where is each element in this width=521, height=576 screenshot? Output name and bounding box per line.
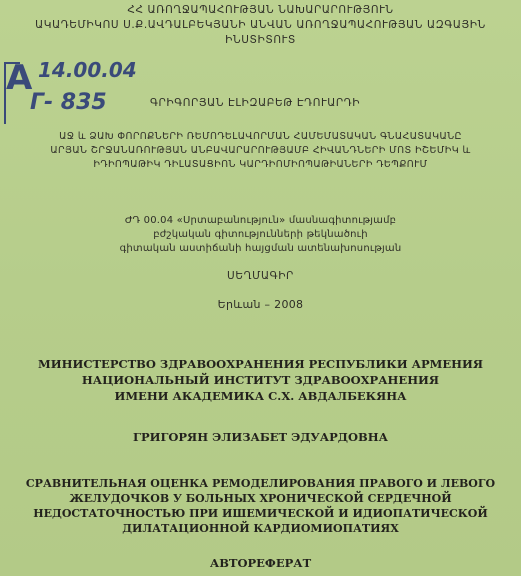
ministry-arm: ՀՀ ԱՌՈՂՋԱՊԱՀՈՒԹՅԱՆ ՆԱԽԱՐԱՐՈՒԹՅՈՒՆ	[127, 4, 394, 16]
title-ru-line-2: ЖЕЛУДОЧКОВ У БОЛЬНЫХ ХРОНИЧЕСКОЙ СЕРДЕЧНОЙ	[69, 492, 452, 505]
document-type-ru: АВТОРЕФЕРАТ	[209, 556, 312, 570]
author-arm: ԳՐԻԳՈՐՅԱՆ ԷԼԻԶԱԲԵԹ ԷԴՈՒԱՐԴԻ	[150, 97, 361, 109]
document-type-arm: ՍԵՂՄԱԳԻՐ	[227, 270, 294, 282]
institute-arm-line-1: ԱԿԱԴԵՄԻԿՈՍ Ս.Ք.ԱՎԴԱԼԲԵԿՅԱՆԻ ԱՆՎԱՆ ԱՌՈՂՋԱՊԱՀՈՒԹՅԱՆ ԱԶԳԱՅԻՆ	[35, 19, 486, 31]
title-arm-line-3: ԻԴԻՈՊԱԹԻԿ ԴԻԼԱՏԱՑԻՈՆ ԿԱՐԴԻՈՄԻՈՊԱԹԻԱՆԵՐԻ ԴԵՊՔՈՒՄ	[93, 159, 428, 170]
ministry-ru-line-2: НАЦИОНАЛЬНЫЙ ИНСТИТУТ ЗДРАВООХРАНЕНИЯ	[81, 373, 440, 387]
author-ru: ГРИГОРЯН ЭЛИЗАБЕТ ЭДУАРДОВНА	[133, 430, 388, 444]
library-stamp-date: 14.00.04	[38, 58, 137, 82]
ministry-ru-line-3: ИМЕНИ АКАДЕМИКА С.Х. АВДАЛБЕКЯНА	[114, 389, 407, 403]
degree-arm-line-3: գիտական աստիճանի հայցման ատենախոսության	[119, 243, 402, 254]
degree-arm-line-2: բժշկական գիտությունների թեկնածուի	[153, 229, 368, 240]
title-ru-line-4: ДИЛАТАЦИОННОЙ КАРДИОМИОПАТИЯХ	[122, 522, 399, 535]
library-stamp-letter: А	[6, 58, 33, 98]
library-stamp-code: Г- 835	[30, 90, 107, 115]
ministry-ru-line-1: МИНИСТЕРСТВО ЗДРАВООХРАНЕНИЯ РЕСПУБЛИКИ АРМЕНИЯ	[38, 357, 483, 371]
title-arm-line-2: ԱՐՅԱՆ ՇՐՋԱՆԱՌՈՒԹՅԱՆ ԱՆԲԱՎԱՐԱՐՈՒԹՅԱՄԲ ՀԻՎԱՆԴՆԵՐԻ ՄՈՏ ԻՇԵՄԻԿ և	[50, 145, 471, 156]
title-ru-line-3: НЕДОСТАТОЧНОСТЬЮ ПРИ ИШЕМИЧЕСКОЙ И ИДИОПАТИЧЕСКОЙ	[33, 507, 488, 520]
institute-arm-line-2: ԻՆՍՏԻՏՈՒՏ	[225, 34, 296, 46]
degree-arm-line-1: ԺԴ 00.04 «Սրտաբանություն» մասնագիտությամբ	[124, 215, 397, 226]
title-arm-line-1: ԱՋ և ՁԱԽ ՓՈՐՈՔՆԵՐԻ ՌԵՄՈԴԵԼԱՎՈՐՄԱՆ ՀԱՄԵՄԱՏԱԿԱՆ ԳՆԱՀԱՏԱԿԱՆԸ	[59, 131, 462, 142]
city-year-arm: Երևան – 2008	[217, 298, 304, 311]
title-ru-line-1: СРАВНИТЕЛЬНАЯ ОЦЕНКА РЕМОДЕЛИРОВАНИЯ ПРАВОГО И ЛЕВОГО	[25, 477, 496, 490]
